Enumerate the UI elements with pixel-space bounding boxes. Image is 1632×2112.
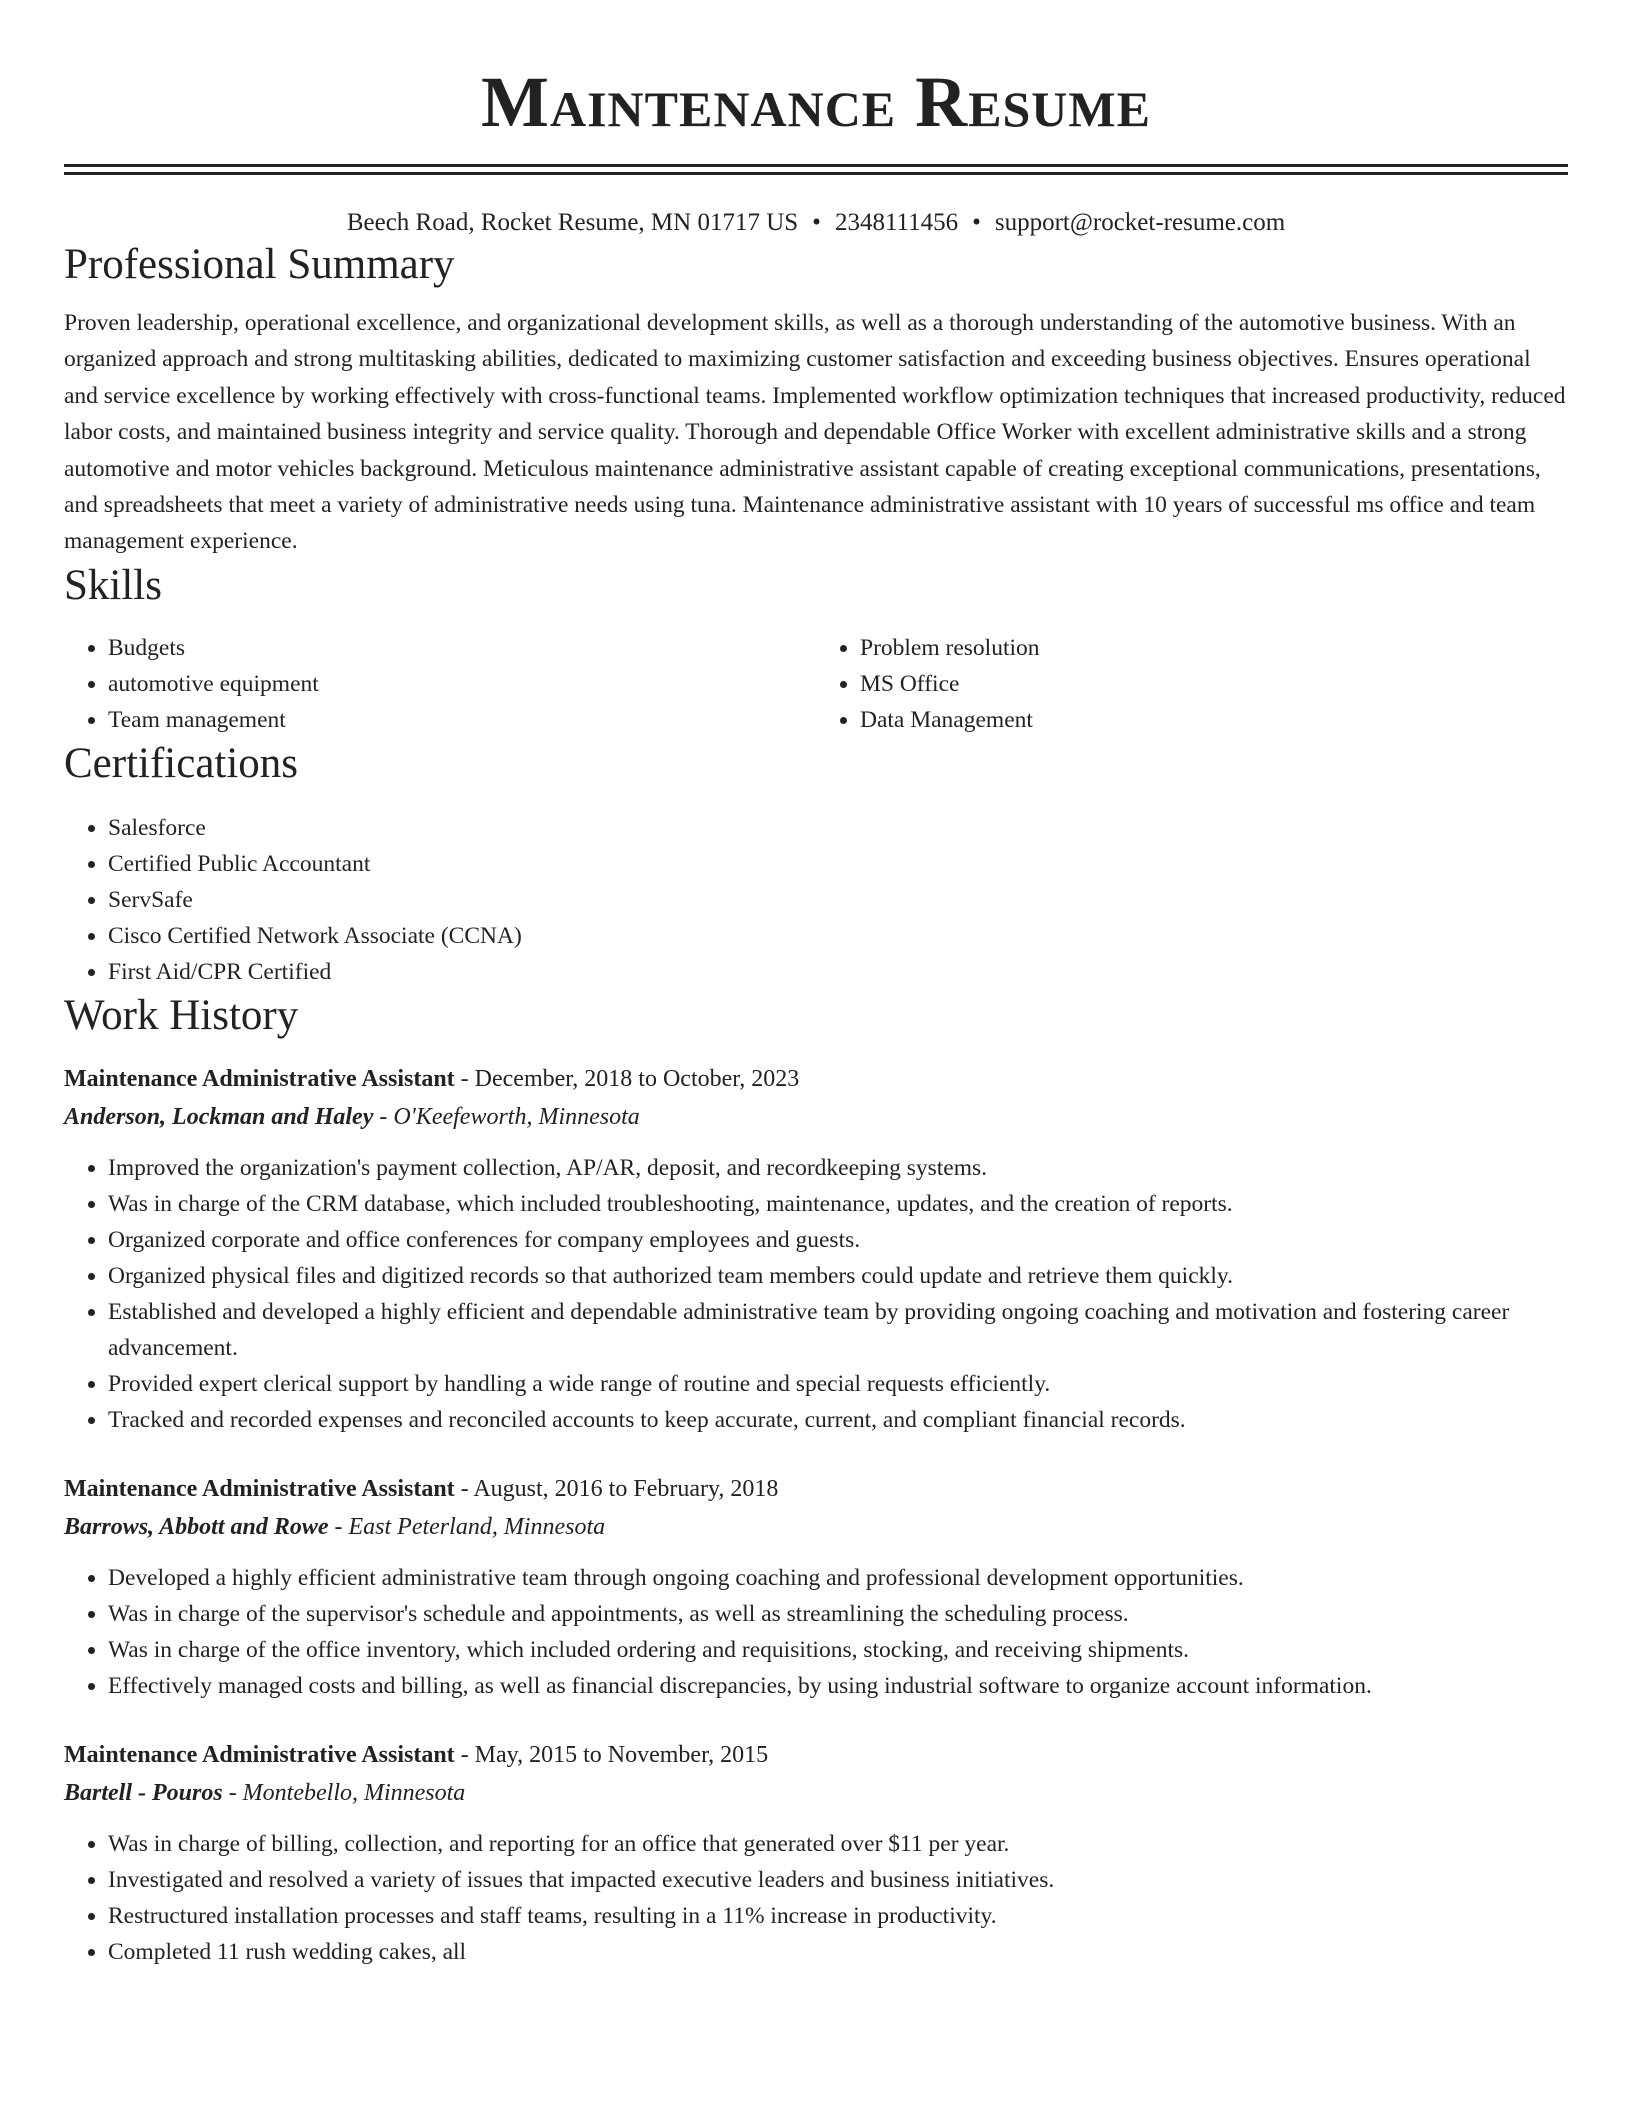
contact-separator: • <box>972 209 981 236</box>
certifications-heading: Certifications <box>64 739 299 787</box>
skill-item: • Problem resolution <box>860 630 1568 666</box>
job-entry <box>64 1736 1568 1970</box>
job-duty: • Was in charge of billing, collection, and reporting for an office that generated over $11 per year. <box>108 1826 1568 1862</box>
job-company: Bartell - Pouros <box>64 1779 223 1806</box>
resume-page <box>64 0 1568 1970</box>
job-duty: • Investigated and resolved a variety of issues that impacted executive leaders and business initiatives. <box>108 1862 1568 1898</box>
certification-item: • Salesforce <box>108 810 1568 846</box>
job-duties-list <box>64 1826 1568 1970</box>
job-duty: • Restructured installation processes and staff teams, resulting in a 11% increase in productivity. <box>108 1898 1568 1934</box>
skill-item: • Budgets <box>108 630 816 666</box>
job-company-line <box>64 1774 1568 1812</box>
certifications-list <box>64 810 1568 990</box>
job-dates: - August, 2016 to February, 2018 <box>454 1475 779 1502</box>
job-title-line <box>64 1736 1568 1774</box>
job-duty: • Improved the organization's payment collection, AP/AR, deposit, and recordkeeping systems. <box>108 1150 1568 1186</box>
certification-item: • Certified Public Accountant <box>108 846 1568 882</box>
contact-line <box>64 207 1568 239</box>
skill-item: • Data Management <box>860 702 1568 738</box>
skill-item: • automotive equipment <box>108 666 816 702</box>
certification-item: • ServSafe <box>108 882 1568 918</box>
job-location: - O'Keefeworth, Minnesota <box>373 1103 640 1130</box>
job-title-line <box>64 1060 1568 1098</box>
certification-item: • Cisco Certified Network Associate (CCNA) <box>108 918 1568 954</box>
job-company: Barrows, Abbott and Rowe <box>64 1513 329 1540</box>
job-duty: • Was in charge of the supervisor's schedule and appointments, as well as streamlining the scheduling process. <box>108 1596 1568 1632</box>
work-history-heading: Work History <box>64 991 299 1039</box>
resume-title: Maintenance Resume <box>481 62 1151 142</box>
job-location: - East Peterland, Minnesota <box>328 1513 606 1540</box>
skill-item: • Team management <box>108 702 816 738</box>
job-role: Maintenance Administrative Assistant <box>64 1475 455 1502</box>
contact-address: Beech Road, Rocket Resume, MN 01717 US <box>346 209 799 236</box>
contact-separator: • <box>812 209 821 236</box>
job-role: Maintenance Administrative Assistant <box>64 1065 455 1092</box>
job-duty: • Was in charge of the office inventory, which included ordering and requisitions, stocking, and receiving shipments. <box>108 1632 1568 1668</box>
skills-list <box>64 630 1568 738</box>
job-title-line <box>64 1470 1568 1508</box>
contact-phone: 2348111456 <box>834 209 959 236</box>
certification-item: • First Aid/CPR Certified <box>108 954 1568 990</box>
job-company-line <box>64 1508 1568 1546</box>
job-duties-list <box>64 1150 1568 1438</box>
job-entry <box>64 1470 1568 1704</box>
skills-column-left <box>64 630 816 738</box>
job-duty: • Tracked and recorded expenses and reconciled accounts to keep accurate, current, and compliant financial records. <box>108 1402 1568 1438</box>
job-duty: • Was in charge of the CRM database, which included troubleshooting, maintenance, updates, and the creation of reports. <box>108 1186 1568 1222</box>
summary-text: Proven leadership, operational excellence, and organizational development skills, as well as a thorough understanding of the automotive business. With an organized approach and strong multitasking abilities, dedicated to maximizing customer satisfaction and exceeding business objectives. Ensures operational and service excellence by working effectively with cross-functional teams. Implemented workflow optimization techniques that increased productivity, reduced labor costs, and maintained business integrity and service quality. Thorough and dependable Office Worker with excellent administrative skills and a strong automotive and motor vehicles background. Meticulous maintenance administrative assistant capable of creating exceptional communications, presentations, and spreadsheets that meet a variety of administrative needs using tuna. Maintenance administrative assistant with 10 years of successful ms office and team management experience. <box>64 310 1566 555</box>
summary-heading: Professional Summary <box>64 241 455 288</box>
job-role: Maintenance Administrative Assistant <box>64 1741 455 1768</box>
job-duty: • Organized physical files and digitized records so that authorized team members could update and retrieve them quickly. <box>108 1258 1568 1294</box>
skill-item: • MS Office <box>860 666 1568 702</box>
job-company: Anderson, Lockman and Haley <box>64 1103 374 1130</box>
job-duty: • Developed a highly efficient administrative team through ongoing coaching and professional development opportunities. <box>108 1560 1568 1596</box>
job-duty: • Completed 11 rush wedding cakes, all <box>108 1934 1568 1970</box>
job-company-line <box>64 1098 1568 1136</box>
job-entry <box>64 1060 1568 1438</box>
job-duty: • Organized corporate and office conferences for company employees and guests. <box>108 1222 1568 1258</box>
job-location: - Montebello, Minnesota <box>222 1779 466 1806</box>
skills-column-right <box>816 630 1568 738</box>
job-duty: • Provided expert clerical support by handling a wide range of routine and special requests efficiently. <box>108 1366 1568 1402</box>
job-dates: - December, 2018 to October, 2023 <box>454 1065 800 1092</box>
title-divider <box>64 164 1568 175</box>
contact-email: support@rocket-resume.com <box>994 209 1286 236</box>
job-duty: • Effectively managed costs and billing, as well as financial discrepancies, by using industrial software to organize account information. <box>108 1668 1568 1704</box>
skills-heading: Skills <box>64 561 162 609</box>
job-dates: - May, 2015 to November, 2015 <box>454 1741 769 1768</box>
job-duty: • Established and developed a highly efficient and dependable administrative team by providing ongoing coaching and motivation and fostering career advancement. <box>108 1294 1568 1366</box>
job-duties-list <box>64 1560 1568 1704</box>
